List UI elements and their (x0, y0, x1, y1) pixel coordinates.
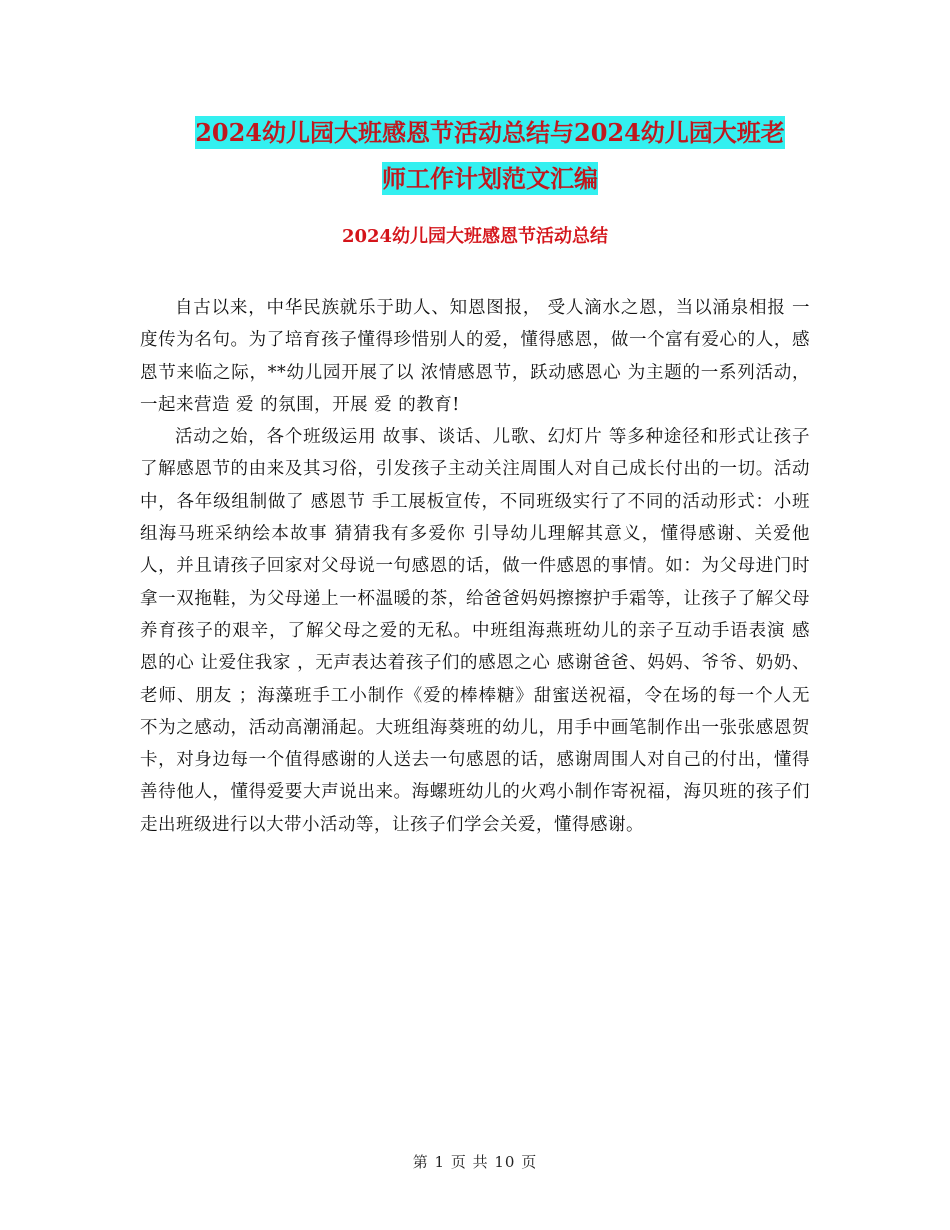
paragraph-2: 活动之始，各个班级运用 故事、谈话、儿歌、幻灯片 等多种途径和形式让孩子了解感恩节的由来及其习俗，引发孩子主动关注周围人对自己成长付出的一切。活动中，各年级组制做了 感恩节 手工展板宣传，不同班级实行了不同的活动形式：小班组海马班采纳绘本故事 猜猜我有多爱你 引导幼儿理解其意义，懂得感谢、关爱他人，并且请孩子回家对父母说一句感恩的话，做一件感恩的事情。如：为父母进门时拿一双拖鞋，为父母递上一杯温暖的茶，给爸爸妈妈擦擦护手霜等，让孩子了解父母养育孩子的艰辛，了解父母之爱的无私。中班组海燕班幼儿的亲子互动手语表演 感恩的心 让爱住我家 ，无声表达着孩子们的感恩之心 感谢爸爸、妈妈、爷爷、奶奶、老师、朋友 ；海藻班手工小制作《爱的棒棒糖》甜蜜送祝福，令在场的每一个人无不为之感动，活动高潮涌起。大班组海葵班的幼儿，用手中画笔制作出一张张感恩贺卡，对身边每一个值得感谢的人送去一句感恩的话，感谢周围人对自己的付出，懂得善待他人，懂得爱要大声说出来。海螺班幼儿的火鸡小制作寄祝福，海贝班的孩子们走出班级进行以大带小活动等，让孩子们学会关爱，懂得感谢。 (140, 427, 810, 835)
body-text (140, 292, 810, 841)
paragraph-1: 自古以来，中华民族就乐于助人、知恩图报， 受人滴水之恩，当以涌泉相报 一度传为名句。为了培育孩子懂得珍惜别人的爱，懂得感恩，做一个富有爱心的人，感恩节来临之际，**幼儿园开展了以 浓情感恩节，跃动感恩心 为主题的一系列活动，一起来营造 爱 的氛围，开展 爱 的教育! (140, 298, 810, 415)
section-title: 2024幼儿园大班感恩节活动总结 (341, 226, 609, 247)
document-title-line-1: 2024幼儿园大班感恩节活动总结与2024幼儿园大班老 (195, 118, 785, 147)
document-title-line-2: 师工作计划范文汇编 (382, 164, 598, 193)
page-footer: 第 1 页 共 10 页 (412, 1153, 538, 1171)
document-title (140, 110, 840, 202)
